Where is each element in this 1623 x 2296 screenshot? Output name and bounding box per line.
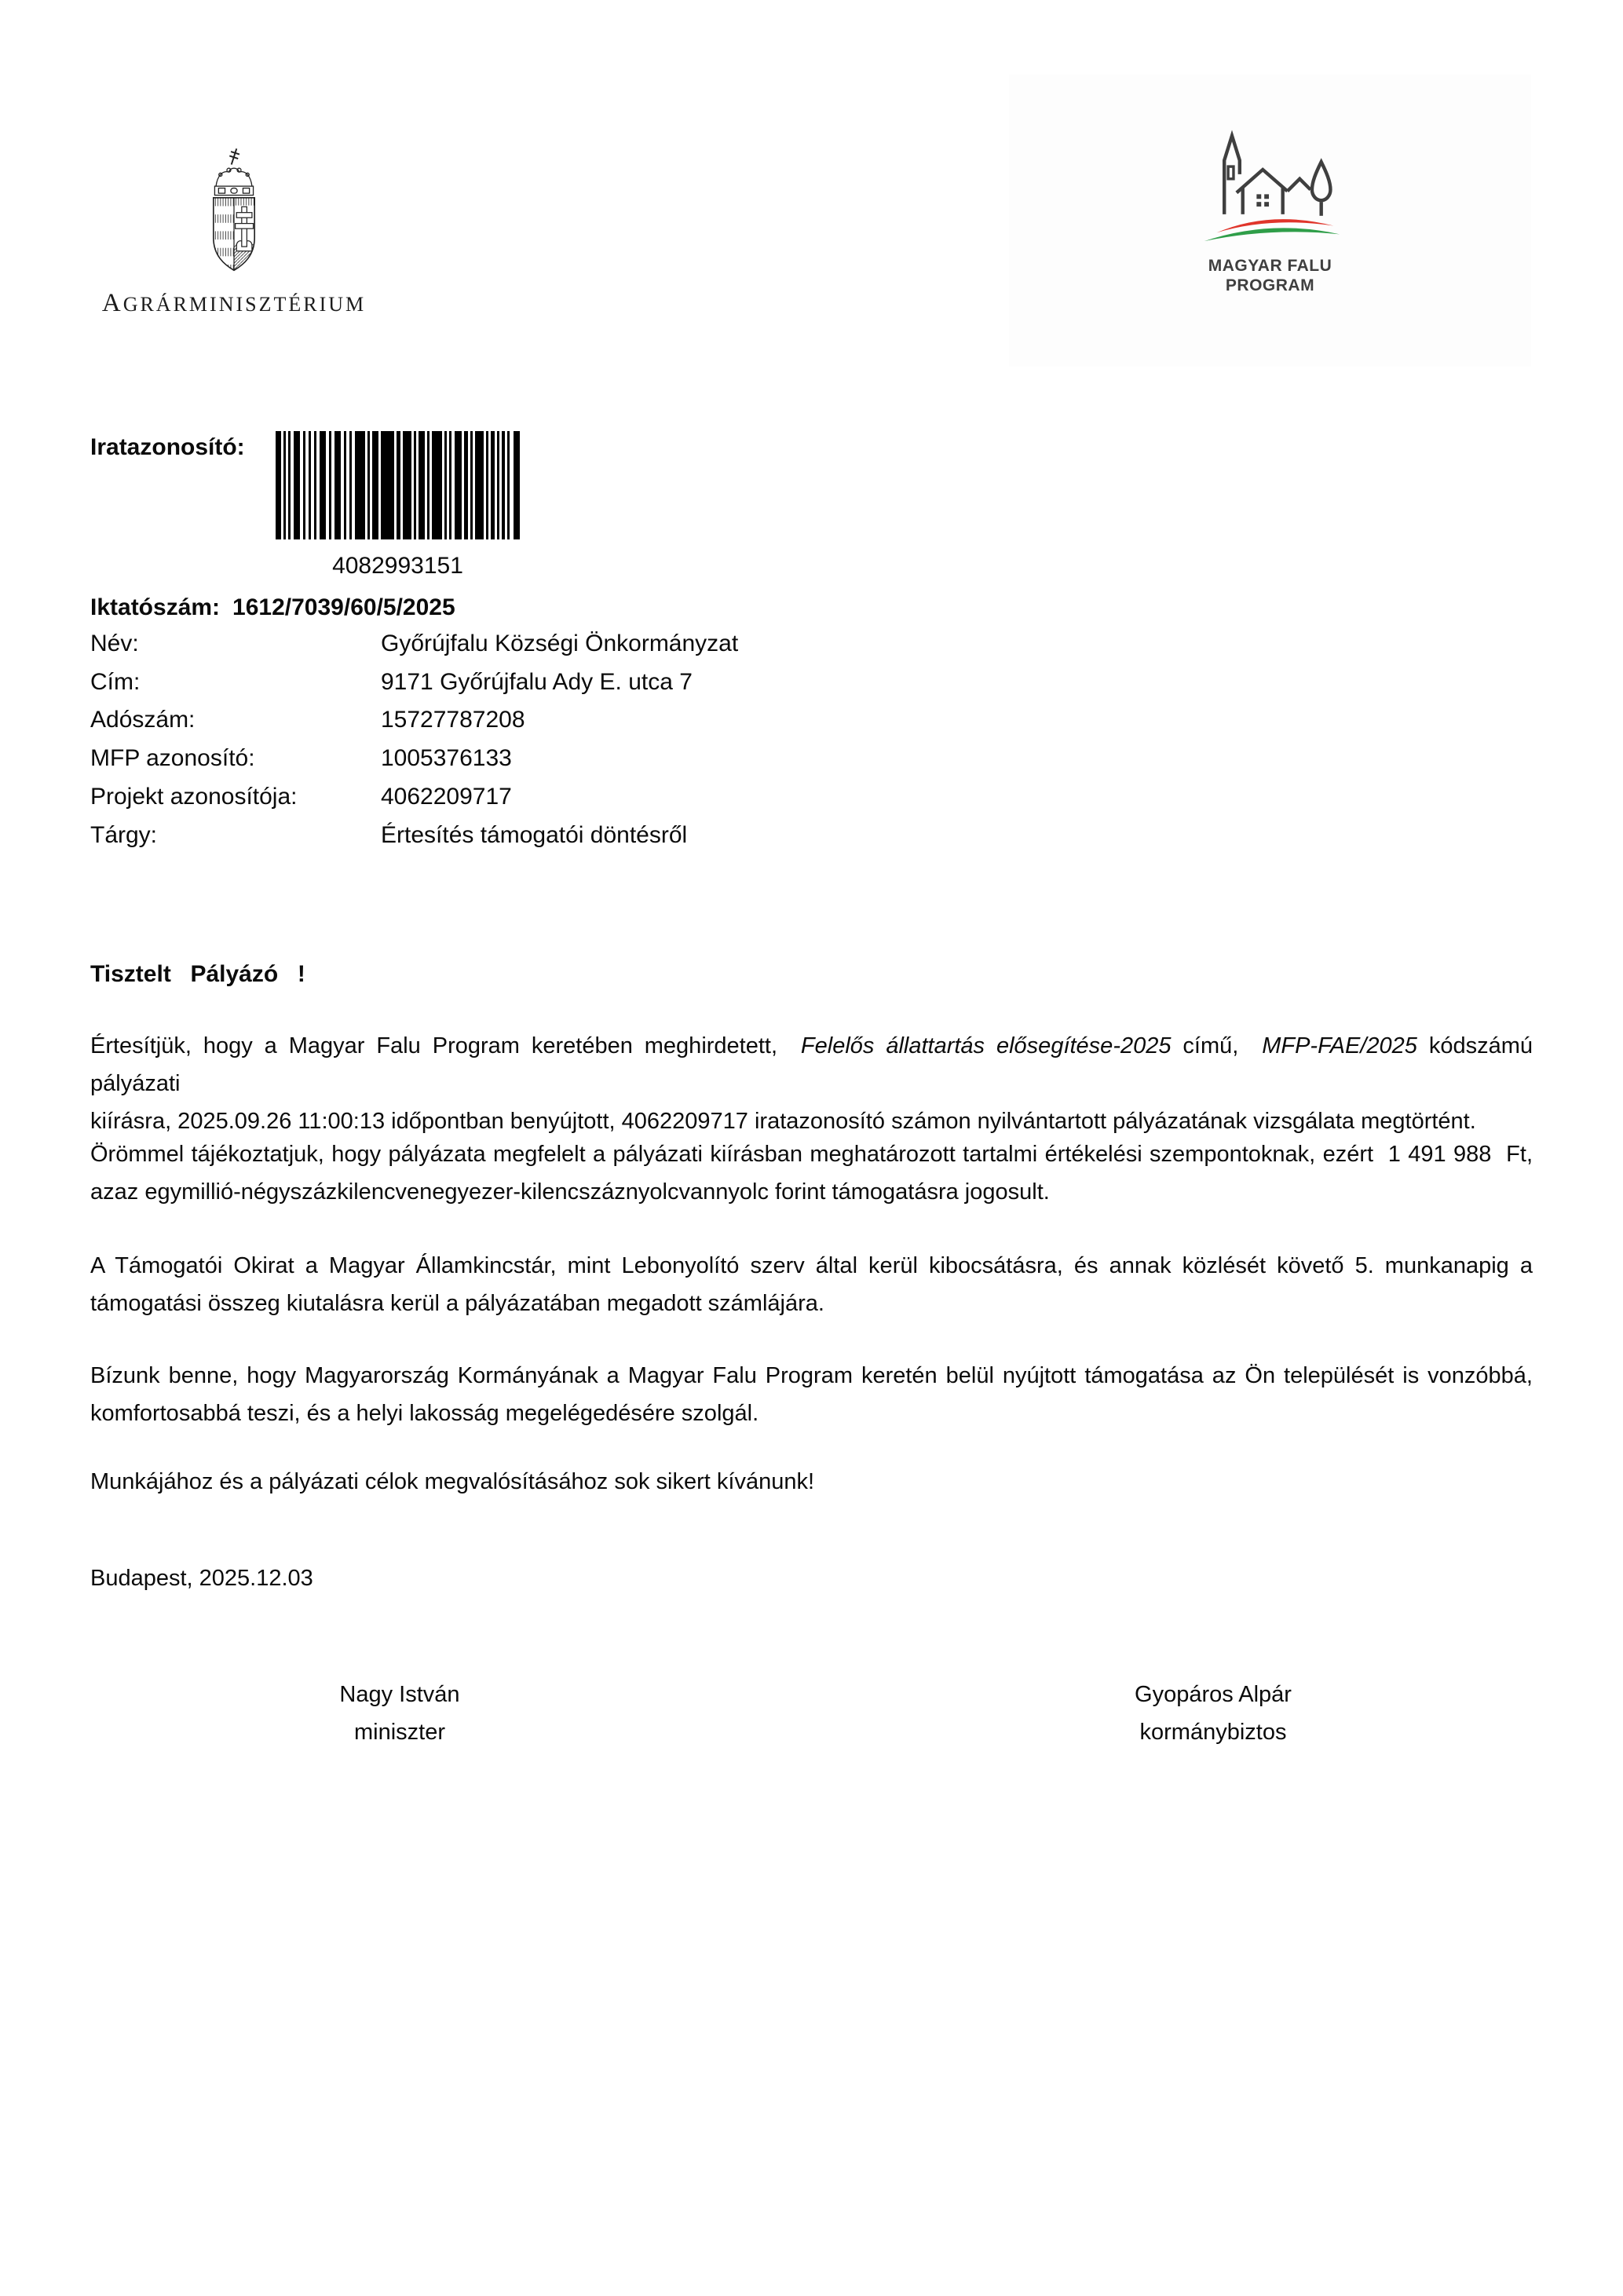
meta-label: Név:	[90, 631, 139, 656]
paragraph-line: kiírásra, 2025.09.26 11:00:13 időpontban benyújtott, 4062209717 iratazonosító számon nyilvántartott pályázatának vizsgálata megtörtént.	[90, 1109, 1476, 1134]
meta-row	[90, 669, 1535, 700]
greeting: Tisztelt Pályázó !	[90, 961, 305, 987]
paragraph-line: Értesítjük, hogy a Magyar Falu Program keretében meghirdetett, Felelős állattartás elősegítése-2025 című, MFP-FAE/2025 kódszámú pályázati	[90, 1033, 1552, 1096]
registration-label: Iktatószám:	[90, 594, 221, 620]
program-logo-title	[1208, 256, 1332, 295]
program-logo	[1009, 75, 1531, 367]
signatory-title: miniszter	[353, 1720, 445, 1745]
paragraph-line: komfortosabbá teszi, és a helyi lakosság megelégedésére szolgál.	[90, 1401, 759, 1426]
paragraph-line: azaz egymillió-négyszázkilencvenegyezer-kilencszáznyolcvannyolc forint támogatásra jogosult.	[90, 1179, 1050, 1205]
paragraph-line: támogatási összeg kiutalásra kerül a pályázatában megadott számlájára.	[90, 1291, 824, 1316]
meta-label: MFP azonosító:	[90, 745, 255, 771]
paragraph-line: A Támogatói Okirat a Magyar Államkincstár, mint Lebonyolító szerv által kerül kibocsátásra, és annak közlését követő 5. munkanapig a	[90, 1253, 1533, 1278]
meta-value: 1005376133	[381, 745, 512, 771]
meta-label: Cím:	[90, 669, 141, 695]
program-logo-line2: PROGRAM	[1225, 276, 1315, 294]
meta-value: Értesítés támogatói döntésről	[381, 822, 688, 848]
hungarian-coat-of-arms-icon	[202, 148, 266, 286]
ministry-name: AGRÁRMINISZTÉRIUM	[101, 289, 367, 317]
program-logo-line1: MAGYAR FALU	[1208, 257, 1332, 275]
body-paragraph	[90, 1463, 1533, 1501]
magyar-falu-program-icon	[1193, 128, 1347, 251]
meta-row	[90, 822, 1535, 854]
meta-value: 9171 Győrújfalu Ady E. utca 7	[381, 669, 693, 695]
meta-label: Adószám:	[90, 707, 196, 733]
meta-value: 15727787208	[381, 707, 525, 733]
signatory-name: Nagy István	[339, 1682, 460, 1707]
document-id-number: 4082993151	[332, 553, 463, 579]
paragraph-line: Örömmel tájékoztatjuk, hogy pályázata megfelelt a pályázati kiírásban meghatározott tartalmi értékelési szempontoknak, ezért 1 491 988 Ft,	[90, 1142, 1533, 1167]
signature-left	[235, 1676, 565, 1751]
body-paragraph	[90, 1357, 1533, 1432]
meta-value: Győrújfalu Községi Önkormányzat	[381, 631, 739, 656]
body-paragraph	[90, 1247, 1533, 1322]
document-id-label: Iratazonosító:	[90, 434, 245, 460]
meta-row	[90, 631, 1535, 662]
signatory-name: Gyopáros Alpár	[1135, 1682, 1292, 1707]
signature-right	[1048, 1676, 1378, 1751]
meta-label: Tárgy:	[90, 822, 158, 848]
meta-value: 4062209717	[381, 784, 512, 810]
paragraph-line: Munkájához és a pályázati célok megvalósításához sok sikert kívánunk!	[90, 1469, 815, 1494]
signatory-title: kormánybiztos	[1139, 1720, 1287, 1745]
registration-value: 1612/7039/60/5/2025	[232, 594, 455, 620]
meta-label: Projekt azonosítója:	[90, 784, 298, 810]
meta-row	[90, 745, 1535, 777]
meta-row	[90, 707, 1535, 738]
paragraph-line: Bízunk benne, hogy Magyarország Kormányának a Magyar Falu Program keretén belül nyújtott támogatása az Ön települését is vonzóbbá,	[90, 1363, 1533, 1388]
body-paragraph	[90, 1135, 1533, 1211]
date-line: Budapest, 2025.12.03	[90, 1566, 313, 1591]
registration-number-row	[90, 594, 455, 621]
meta-row	[90, 784, 1535, 815]
barcode-icon	[276, 431, 520, 539]
body-paragraph	[90, 1027, 1552, 1140]
